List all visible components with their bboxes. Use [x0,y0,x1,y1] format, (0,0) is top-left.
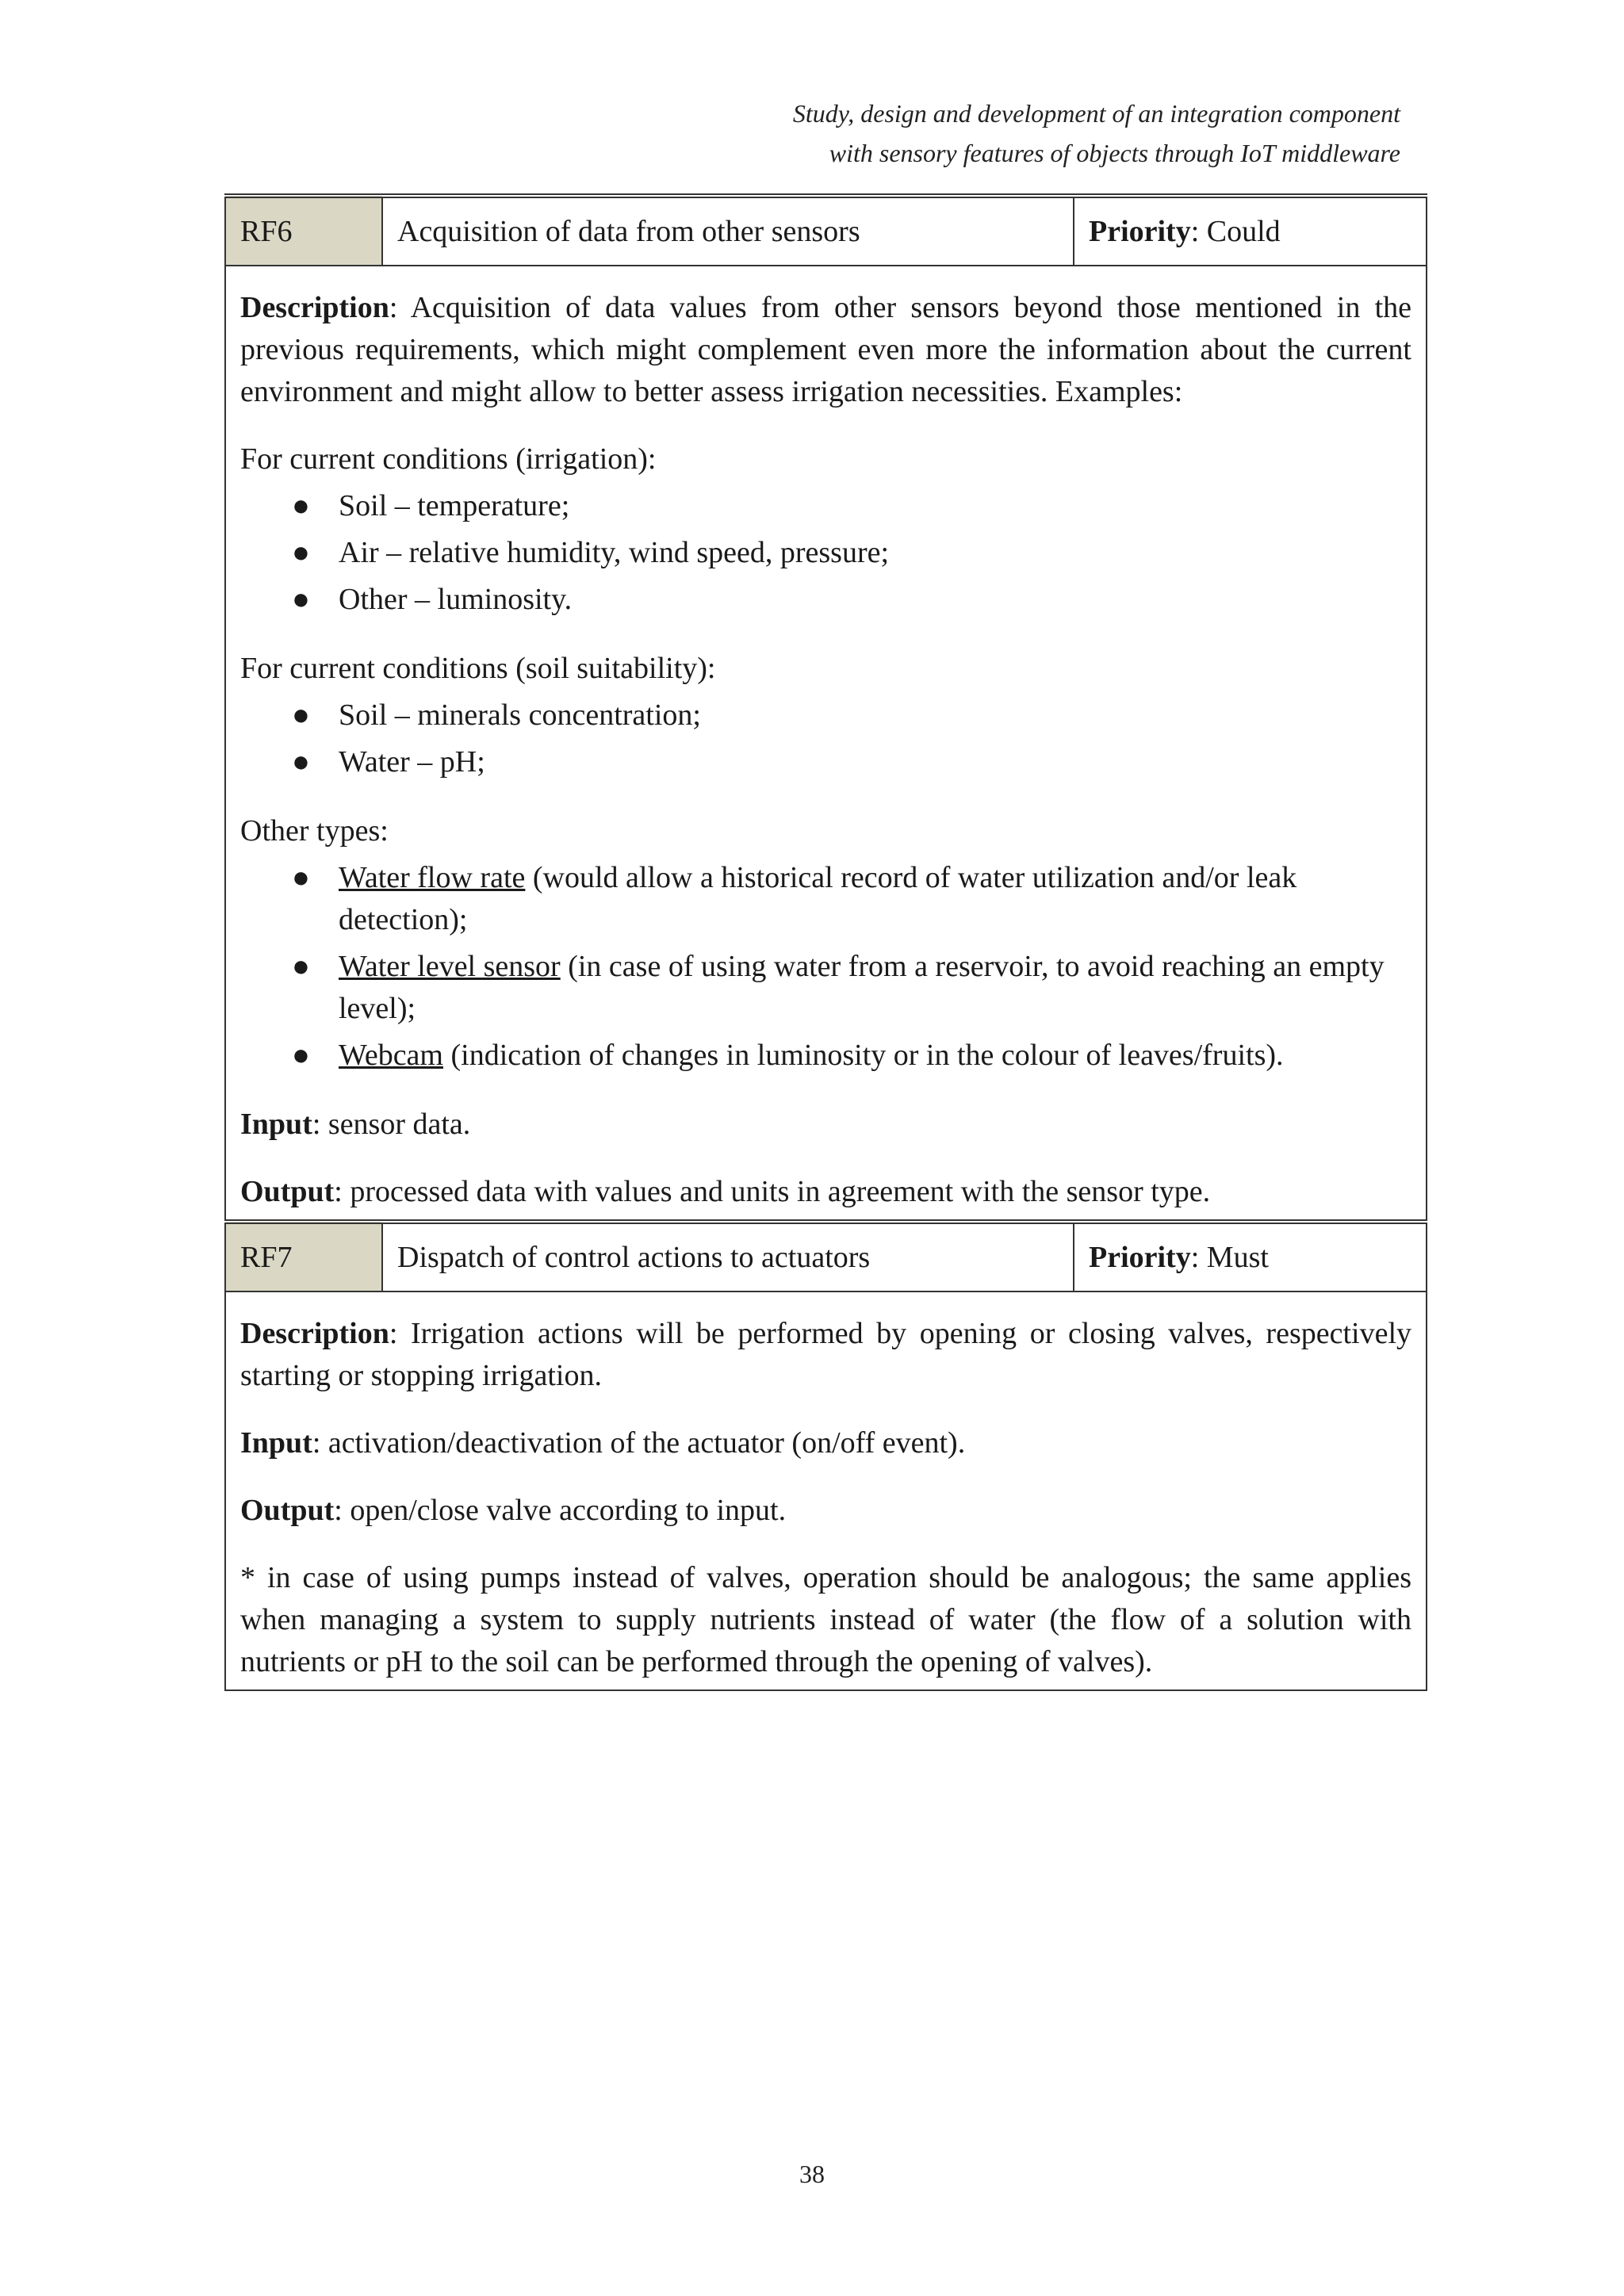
priority-value: : Could [1190,214,1281,248]
bullet-list [240,485,1411,621]
bullet-icon: ● [292,1039,310,1072]
list-item [240,695,1411,737]
output-text: : open/close valve according to input. [334,1494,787,1527]
requirement-body-row-rf7 [225,1292,1427,1690]
priority-value: : Must [1190,1240,1269,1274]
list-item-text: (indication of changes in luminosity or in the colour of leaves/fruits). [442,1039,1284,1072]
output-label: Output [240,1175,335,1208]
description-label: Description [240,291,389,324]
group-lead: For current conditions (irrigation): [240,442,657,476]
requirement-body [225,1292,1427,1690]
bullet-list [240,695,1411,783]
requirement-body-row-rf6 [225,266,1427,1222]
requirement-title: Acquisition of data from other sensors [382,196,1074,266]
input-label: Input [240,1108,312,1141]
list-item-text: Soil – temperature; [339,489,570,522]
list-item-text: Soil – minerals concentration; [339,698,701,732]
list-item-term: Webcam [339,1039,443,1072]
running-header [528,94,1400,173]
list-item-term: Water flow rate [339,861,526,894]
output-paragraph [240,1171,1411,1213]
requirement-header-row-rf6 [225,196,1427,266]
requirement-code: RF6 [225,196,382,266]
note-paragraph: * in case of using pumps instead of valves, operation should be analogous; the same applies when managing a system to supply nutrients instead of water (the flow of a solution with nutrients or pH to the soil can be performed through the opening of valves). [240,1561,1411,1678]
requirement-body [225,266,1427,1222]
running-header-line-2: with sensory features of objects through IoT middleware [829,139,1400,167]
input-paragraph [240,1422,1411,1464]
requirement-priority [1074,196,1427,266]
list-item-text: (would allow a historical record of water utilization and/or leak detection); [339,861,1297,936]
requirement-code: RF7 [225,1222,382,1292]
list-item-text: (in case of using water from a reservoir, to avoid reaching an empty level); [339,950,1385,1025]
list-item [240,485,1411,527]
description-label: Description [240,1317,389,1350]
input-paragraph [240,1104,1411,1146]
bullet-icon: ● [292,489,310,522]
list-item [240,946,1411,1030]
list-item [240,1035,1411,1077]
bullet-icon: ● [292,950,310,983]
requirements-table [224,193,1427,1691]
description-paragraph [240,287,1411,413]
list-item [240,532,1411,574]
list-item [240,741,1411,783]
requirement-title: Dispatch of control actions to actuators [382,1222,1074,1292]
list-item-text: Water – pH; [339,745,485,779]
output-text: : processed data with values and units in agreement with the sensor type. [334,1175,1211,1208]
list-item-text: Air – relative humidity, wind speed, pressure; [339,536,890,569]
input-label: Input [240,1426,312,1460]
list-item [240,857,1411,941]
requirement-priority [1074,1222,1427,1292]
description-text: : Irrigation actions will be performed by opening or closing valves, respectively starting or stopping irrigation. [240,1317,1411,1392]
group-lead: Other types: [240,814,389,848]
requirement-header-row-rf7 [225,1222,1427,1292]
list-item-term: Water level sensor [339,950,561,983]
bullet-icon: ● [292,536,310,569]
output-paragraph [240,1490,1411,1532]
priority-label: Priority [1089,1240,1191,1274]
group-lead: For current conditions (soil suitability): [240,652,716,685]
description-paragraph [240,1313,1411,1397]
input-text: : activation/deactivation of the actuator (on/off event). [312,1426,966,1460]
output-label: Output [240,1494,335,1527]
page-number: 38 [799,2160,825,2188]
bullet-list [240,857,1411,1077]
list-item-text: Other – luminosity. [339,583,573,616]
running-header-line-1: Study, design and development of an integration component [792,99,1400,128]
bullet-icon: ● [292,698,310,732]
list-item [240,579,1411,621]
priority-label: Priority [1089,214,1191,248]
input-text: : sensor data. [312,1108,471,1141]
bullet-icon: ● [292,861,310,894]
description-text: : Acquisition of data values from other sensors beyond those mentioned in the previous requirements, which might complement even more the information about the current environment and might allow to better assess irrigation necessities. Examples: [240,291,1411,408]
bullet-icon: ● [292,745,310,779]
bullet-icon: ● [292,583,310,616]
